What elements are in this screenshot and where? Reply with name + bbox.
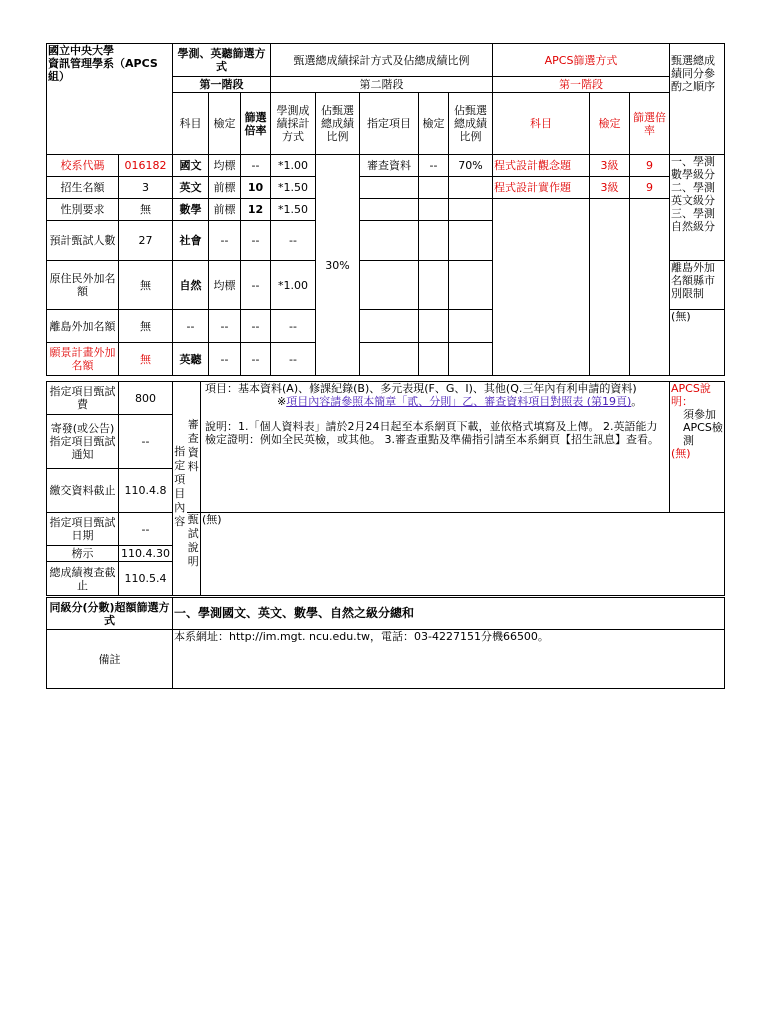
col-est-ratio: 佔甄選總成績比例	[316, 93, 360, 155]
info-value: 110.4.30	[119, 546, 173, 562]
item-empty	[360, 343, 419, 376]
row-subject: 英聽	[173, 343, 209, 376]
row-value: 無	[119, 261, 173, 310]
review-ref-mark: ※	[277, 395, 287, 408]
row-subject: --	[173, 310, 209, 343]
col-item: 指定項目	[360, 93, 419, 155]
tie-order-header-cont	[670, 93, 725, 155]
row-subject: 數學	[173, 199, 209, 221]
item-empty	[449, 177, 493, 199]
info-value: 110.5.4	[119, 562, 173, 596]
apcs-empty	[493, 199, 590, 376]
row-value: 無	[119, 343, 173, 376]
schedule-review-table	[46, 381, 725, 596]
apcs-subject: 程式設計觀念題	[493, 155, 590, 177]
row-weight: *1.50	[271, 177, 316, 199]
row-subject: 社會	[173, 221, 209, 261]
col-ratio: 篩選倍率	[241, 93, 271, 155]
col-apcs-ratio: 篩選倍率	[630, 93, 670, 155]
tie-order-text: 一、學測數學級分 二、學測英文級分 三、學測自然級分	[670, 155, 725, 261]
item-empty	[360, 221, 419, 261]
col-subject: 科目	[173, 93, 209, 155]
spec-content-label: 指定項目內容	[173, 382, 187, 596]
apcs-stage1-header: 第一階段	[493, 77, 670, 93]
item-empty	[360, 261, 419, 310]
info-label: 榜示	[47, 546, 119, 562]
review-data-label: 審查資料	[187, 382, 201, 513]
item-empty	[449, 199, 493, 221]
row-label: 性別要求	[47, 199, 119, 221]
item-check: --	[419, 155, 449, 177]
row-ratio: --	[241, 155, 271, 177]
item-empty	[449, 261, 493, 310]
item-ratio: 70%	[449, 155, 493, 177]
row-ratio: --	[241, 261, 271, 310]
item-empty	[419, 310, 449, 343]
row-ratio: 10	[241, 177, 271, 199]
row-check: 前標	[209, 199, 241, 221]
apcs-empty	[590, 199, 630, 376]
row-check: 均標	[209, 155, 241, 177]
row-subject: 國文	[173, 155, 209, 177]
apcs-check: 3級	[590, 177, 630, 199]
apcs-subject: 程式設計實作題	[493, 177, 590, 199]
row-check: --	[209, 221, 241, 261]
row-weight: --	[271, 343, 316, 376]
col-apcs-check: 檢定	[590, 93, 630, 155]
school-name: 國立中央大學 資訊管理學系（APCS組）	[47, 44, 173, 155]
row-value: 27	[119, 221, 173, 261]
row-value: 016182	[119, 155, 173, 177]
tie-order-header: 甄選總成績同分參酌之順序	[670, 44, 725, 93]
item-empty	[449, 343, 493, 376]
apcs-note	[670, 382, 725, 513]
total-score-header: 甄選總成績採計方式及佔總成績比例	[271, 44, 493, 77]
row-label: 預計甄試人數	[47, 221, 119, 261]
info-label: 總成績複查截止	[47, 562, 119, 596]
row-subject: 自然	[173, 261, 209, 310]
apcs-ratio: 9	[630, 155, 670, 177]
item-empty	[360, 177, 419, 199]
item-empty	[449, 221, 493, 261]
apcs-note-title: APCS說明：	[671, 382, 711, 408]
info-label: 繳交資料截止	[47, 469, 119, 513]
stage1-header: 第一階段	[173, 77, 271, 93]
row-value: 3	[119, 177, 173, 199]
apcs-note-body: 須參加APCS檢測	[683, 408, 723, 447]
exam-note-label: 甄試說明	[187, 513, 201, 596]
island-limit-label: 離島外加名額縣市別限制	[670, 261, 725, 310]
row-ratio: --	[241, 343, 271, 376]
row-weight: *1.00	[271, 261, 316, 310]
info-label: 指定項目甄試費	[47, 382, 119, 415]
info-label: 指定項目甄試日期	[47, 513, 119, 546]
remark-text: 本系網址：http://im.mgt. ncu.edu.tw，電話：03-4227151分機66500。	[173, 630, 725, 689]
review-ref-end: 。	[631, 395, 643, 408]
item-empty	[360, 199, 419, 221]
row-weight: --	[271, 310, 316, 343]
item-empty	[360, 310, 419, 343]
row-ratio: 12	[241, 199, 271, 221]
apcs-note-value: (無)	[671, 447, 691, 460]
info-label: 寄發(或公告)指定項目甄試通知	[47, 415, 119, 469]
item-empty	[419, 199, 449, 221]
info-value: 800	[119, 382, 173, 415]
row-weight: *1.00	[271, 155, 316, 177]
row-label: 校系代碼	[47, 155, 119, 177]
row-weight: *1.50	[271, 199, 316, 221]
item-empty	[419, 221, 449, 261]
tie-text: 一、學測國文、英文、數學、自然之級分總和	[173, 598, 725, 630]
item-empty	[419, 177, 449, 199]
row-check: 前標	[209, 177, 241, 199]
stage2-header: 第二階段	[271, 77, 493, 93]
admission-criteria-table	[46, 43, 725, 376]
island-limit-value: (無)	[670, 310, 725, 376]
col-apcs-subject: 科目	[493, 93, 590, 155]
row-label: 離島外加名額	[47, 310, 119, 343]
row-value: 無	[119, 310, 173, 343]
col-check: 檢定	[209, 93, 241, 155]
item-name: 審查資料	[360, 155, 419, 177]
row-ratio: --	[241, 310, 271, 343]
remark-label: 備註	[47, 630, 173, 689]
info-value: 110.4.8	[119, 469, 173, 513]
exam-ratio: 30%	[316, 155, 360, 376]
row-check: 均標	[209, 261, 241, 310]
review-notes: 說明：1.「個人資料表」請於2月24日起至本系網頁下載，並依格式填寫及上傳。 2.英語能力檢定證明：例如全民英檢，或其他。 3.審查重點及準備指引請至本系網頁【招生訊息】查看。	[205, 420, 659, 446]
row-check: --	[209, 343, 241, 376]
exam-notes: (無)	[201, 513, 725, 596]
apcs-empty	[630, 199, 670, 376]
item-empty	[419, 343, 449, 376]
row-label: 招生名額	[47, 177, 119, 199]
row-weight: --	[271, 221, 316, 261]
item-empty	[449, 310, 493, 343]
row-ratio: --	[241, 221, 271, 261]
row-value: 無	[119, 199, 173, 221]
tie-remark-table	[46, 597, 725, 689]
col-exam-weight: 學測成績採計方式	[271, 93, 316, 155]
info-value: --	[119, 415, 173, 469]
info-value: --	[119, 513, 173, 546]
apcs-header: APCS篩選方式	[493, 44, 670, 77]
review-content	[201, 382, 670, 513]
row-subject: 英文	[173, 177, 209, 199]
review-reference-link[interactable]: 項目內容請參照本簡章「貳、分則」乙、審查資料項目對照表 (第19頁)	[286, 395, 632, 408]
col-item-check: 檢定	[419, 93, 449, 155]
exam-group-header: 學測、英聽篩選方式	[173, 44, 271, 77]
apcs-check: 3級	[590, 155, 630, 177]
item-empty	[419, 261, 449, 310]
col-item-ratio: 佔甄選總成績比例	[449, 93, 493, 155]
review-reference	[205, 395, 668, 408]
apcs-ratio: 9	[630, 177, 670, 199]
tie-label: 同級分(分數)超額篩選方式	[47, 598, 173, 630]
row-label: 原住民外加名額	[47, 261, 119, 310]
row-check: --	[209, 310, 241, 343]
review-items: 項目：基本資料(A)、修課紀錄(B)、多元表現(F、G、I)、其他(Q.三年內有利申請的資料)	[205, 382, 637, 395]
row-label: 願景計畫外加名額	[47, 343, 119, 376]
